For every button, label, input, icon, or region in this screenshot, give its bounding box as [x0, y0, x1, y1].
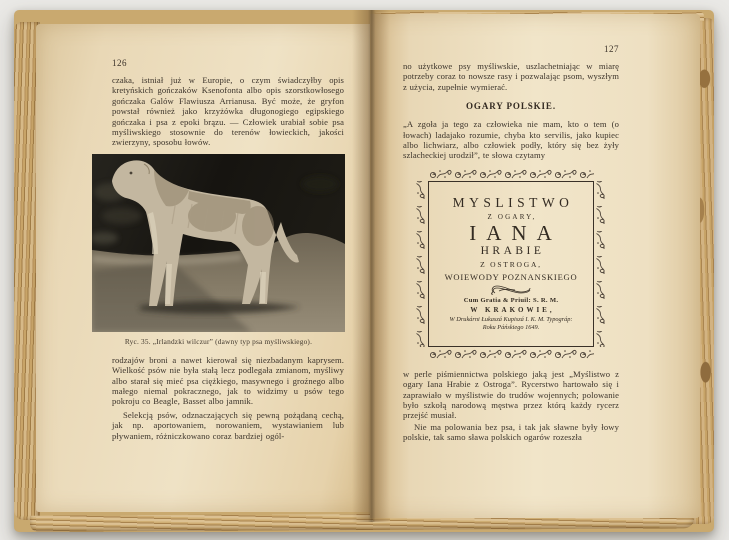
- title-plate-frame: [415, 168, 607, 360]
- right-page-number: 127: [604, 44, 619, 54]
- right-paragraph-2: „A zgoła ja tego za człowieka nie mam, kto o tem (o łowach) ladajako rozumie, chyba kto servilis, jako kupiec albo lichwiarz, albo człowiek podły, który się bez żyły szlacheckiej urodził”, te słowa czytamy: [403, 119, 619, 161]
- right-paragraph-1: no użytkowe psy myśliwskie, uszlachetniając w miarę potrzeby coraz to nowsze rasy i pozwalając psom, wyszłym z użycia, zupełnie wymierać.: [403, 61, 619, 92]
- plate-author-z-ostroga: Z OSTROGA,: [480, 259, 542, 269]
- plate-subtitle-z-ogary: Z OGARY,: [487, 212, 537, 221]
- right-page: [370, 14, 700, 518]
- ornament-border-bottom: [428, 348, 594, 360]
- left-page-number: 126: [112, 58, 127, 68]
- plate-author-woiewody: WOIEWODY POZNANSKIEGO: [444, 271, 578, 282]
- section-heading: OGARY POLSKIE.: [466, 101, 556, 112]
- left-paragraph-1: czaka, istniał już w Europie, o czym świadczyłby opis kretyńskich gończaków Ksenofonta albo opis szorstkowłosego gończaka Galów Flawiusza Arrianusa. Być może, że gryfon powstał również jako krzyżówka długonogiego egipskiego gończaka i psa z epoki brązu. — Człowiek urabiał sobie psa myśliwskiego stosownie do terenów łowieckich, jakości zwierzyny, sposobu łowów.: [112, 75, 344, 148]
- plate-author-iana: IANA: [469, 220, 562, 245]
- plate-title-myslistwo: MYSLISTWO: [452, 194, 574, 210]
- left-text-column: [112, 58, 344, 441]
- plate-city-line: W KRAKOWIE,: [470, 305, 555, 314]
- plate-printer-line: W Drukárni Łukaszá Kupiszá I. K. M. Typográp:: [449, 315, 573, 323]
- figure-caption: Ryc. 35. „Irlandzki wilczur” (dawny typ psa myśliwskiego).: [124, 336, 313, 346]
- right-paragraph-4: Nie ma polowania bez psa, i tak jak sławne były łowy polskie, tak samo sława polskich ogarów rozeszła: [403, 421, 619, 443]
- right-text-column: [403, 44, 619, 443]
- plate-year-line: Roku Páńskiego 1649.: [482, 323, 540, 331]
- ornament-border-left: [415, 181, 427, 347]
- right-paragraph-3: w perle piśmiennictwa polskiego jaką jest „Myślistwo z ogary Iana Hrabie z Ostroga”. Rycerstwo hartowało się i zaprawiało w myślistwie do trudów wojennych; polowanie było szkołą narodową męstwa przez którą każdy rycerz przejść musiał.: [403, 368, 619, 421]
- irish-wolfhound-photo: [92, 154, 345, 332]
- left-paragraph-3: Selekcją psów, odznaczających się pewną pożądaną cechą, jak np. aportowaniem, norowaniem, wystawianiem lub pływaniem, różniczkowano coraz bardziej ogól-: [112, 409, 344, 441]
- left-page: [36, 24, 370, 512]
- plate-author-hrabie: HRABIE: [480, 244, 545, 257]
- ornament-border-right: [595, 181, 607, 347]
- calligraphic-flourish: [489, 284, 533, 295]
- ornament-border-top: [428, 168, 594, 180]
- title-plate-box: [428, 181, 594, 347]
- plate-privilege-line: Cum Gratia & Priuil: S. R. M.: [463, 296, 559, 304]
- left-paragraph-2: rodzajów broni a nawet kierował się niezbadanym kaprysem. Wielkość psów nie była stałą lecz podlegała zmianom, myśliwy albo starał się mieć psa ciężkiego, masywnego i groźnego albo małego niemal pokracznego, jak to widzimy u psów tego pokroju co Beagle, Basset albo jamnik.: [112, 354, 344, 407]
